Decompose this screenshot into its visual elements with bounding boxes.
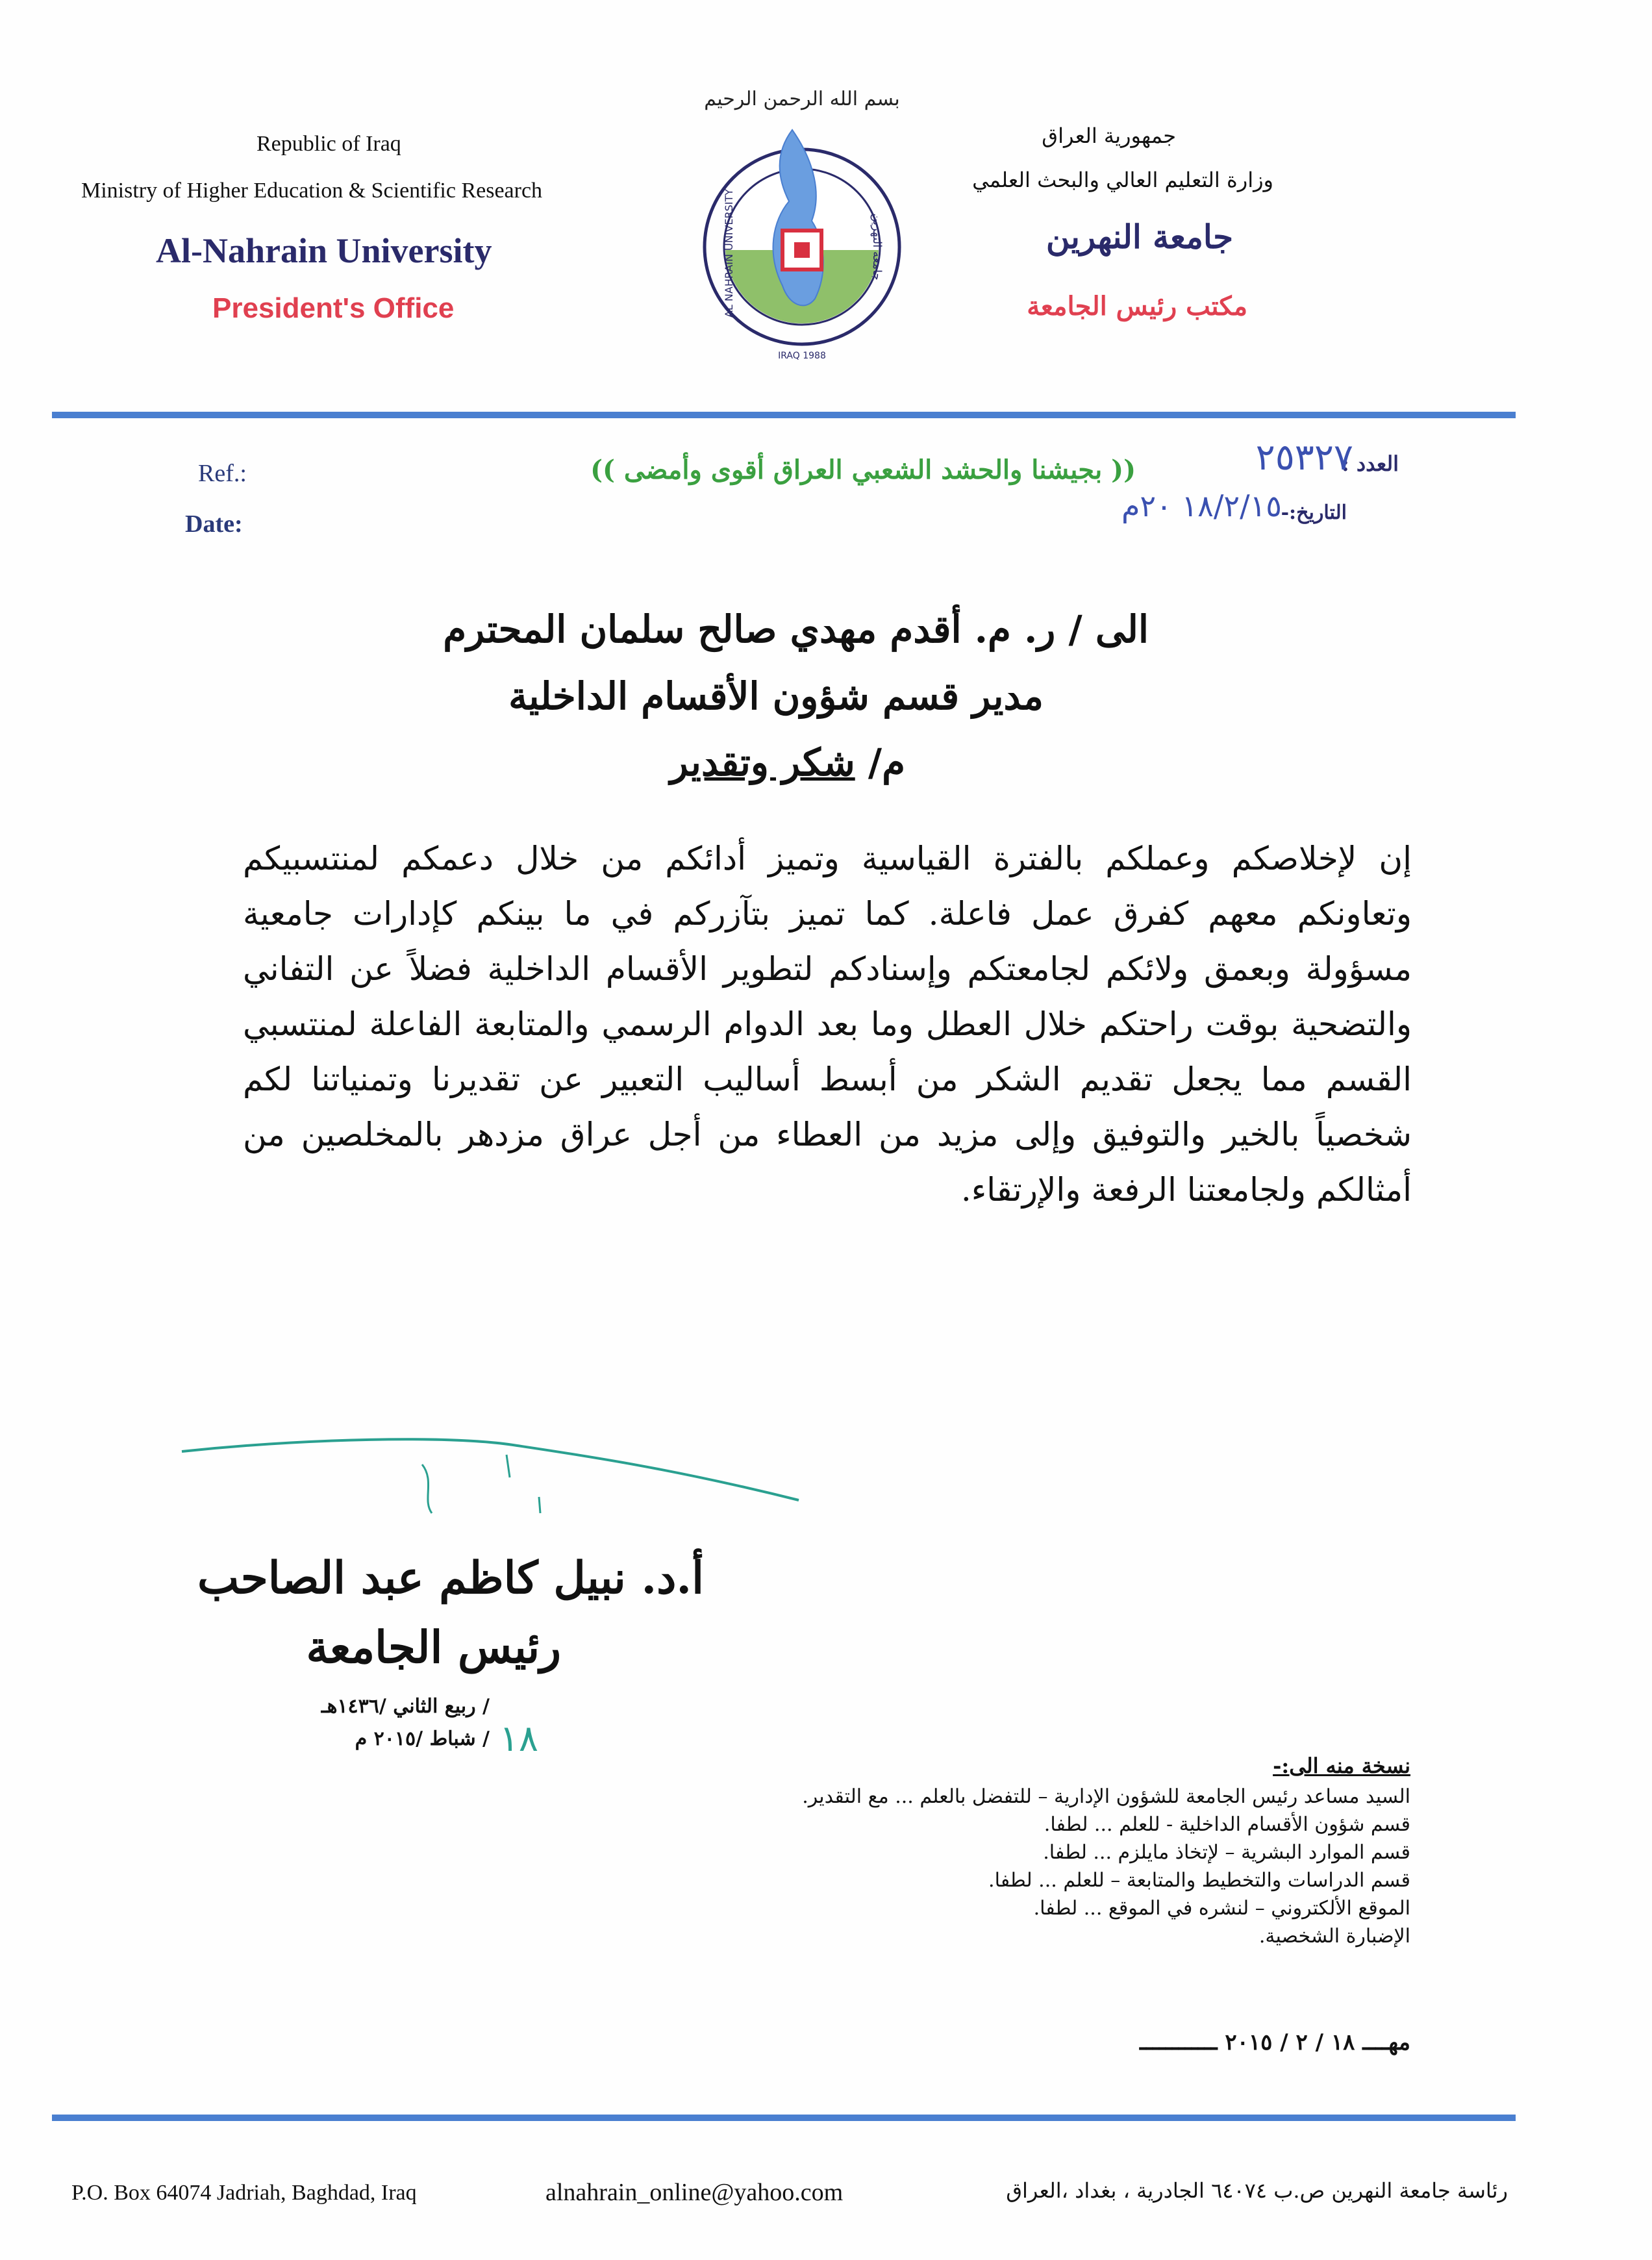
date-label-ar: التاريخ:- — [1281, 501, 1347, 524]
list-item: قسم الدراسات والتخطيط والمتابعة – للعلم ... لطفا. — [988, 1869, 1410, 1892]
hijri-date: / ربيع الثاني /١٤٣٦هـ — [321, 1695, 490, 1718]
header-country-en: Republic of Iraq — [257, 132, 401, 156]
signer-name: أ.د. نبيل كاظم عبد الصاحب — [197, 1552, 704, 1604]
ref-label: Ref.: — [198, 460, 247, 487]
subject-prefix: م/ — [868, 740, 905, 785]
emblem-ring-right: جامعة النهرين — [870, 213, 884, 281]
addressee-line: الى / ر. م. أقدم مهدي صالح سلمان المحترم — [443, 607, 1149, 651]
date-value-handwritten: ١٨/٢/١٥ ٢٠م — [1121, 488, 1282, 523]
footer-address-ar: رئاسة جامعة النهرين ص.ب ٦٤٠٧٤ الجادرية ، بغداد ،العراق — [1006, 2178, 1508, 2203]
header-divider — [52, 412, 1516, 418]
addressee-position: مدير قسم شؤون الأقسام الداخلية — [508, 674, 1044, 718]
emblem-ring-left: AL NAHRAIN UNIVERSITY — [723, 188, 735, 318]
list-item: قسم الموارد البشرية – لإتخاذ مايلزم ... لطفا. — [1043, 1841, 1410, 1864]
initials-date-line: مهــــ ١٨ / ٢ / ٢٠١٥ ــــــــــــ — [1140, 2029, 1410, 2055]
list-item: الإضبارة الشخصية. — [1258, 1925, 1410, 1948]
header-country-ar: جمهورية العراق — [1042, 123, 1176, 148]
list-item: الموقع الألكتروني – لنشره في الموقع ... لطفا. — [1033, 1897, 1410, 1920]
emblem-year: IRAQ 1988 — [778, 351, 826, 361]
subject-line — [670, 740, 905, 785]
list-item: السيد مساعد رئيس الجامعة للشؤون الإدارية – للتفضل بالعلم ... مع التقدير. — [802, 1785, 1410, 1808]
handwritten-signature — [175, 1435, 812, 1546]
basmala-text: بسم الله الرحمن الرحيم — [704, 88, 900, 110]
university-emblem-logo — [675, 78, 929, 377]
header-university-en: Al-Nahrain University — [156, 231, 492, 270]
list-item: قسم شؤون الأقسام الداخلية - للعلم ... لطفا. — [1044, 1813, 1410, 1836]
letter-body: إن لإخلاصكم وعملكم بالفترة القياسية وتميز أدائكم من خلال دعمكم لمنتسبيكم وتعاونكم معهم كفرق عمل فاعلة. كما تميز بتآزركم في ما بينكم كإدارات جامعية مسؤولة وبعمق ولائكم لجامعتكم وإسنادكم لتطوير الأقسام الداخلية فضلاً عن التفاني والتضحية بوقت راحتكم خلال العطل وما بعد الدوام الرسمي والمتابعة الفاعلة لمنتسبي القسم مما يجعل تقديم الشكر من أبسط أساليب التعبير عن تقديرنا وتمنياتنا لكم شخصياً بالخير والتوفيق وإلى مزيد من العطاء من أجل عراق مزدهر بالمخلصين من أمثالكم ولجامعتنا الرفعة والإرتقاء. — [243, 840, 1412, 1209]
footer-address-en: P.O. Box 64074 Jadriah, Baghdad, Iraq — [71, 2181, 417, 2205]
cc-list — [802, 1783, 1410, 1950]
number-label-ar: العدد : — [1341, 451, 1399, 476]
footer-email: alnahrain_online@yahoo.com — [545, 2179, 844, 2206]
slogan: (( بجيشنا والحشد الشعبي العراق أقوى وأمضى )) — [590, 455, 1136, 485]
day-handwritten: ١٨ — [499, 1718, 538, 1760]
date-label: Date: — [185, 510, 243, 538]
number-value-handwritten: ٢٥٣٢٧ — [1255, 436, 1353, 479]
cc-heading: نسخة منه الى:- — [1273, 1753, 1410, 1778]
header-ministry-en: Ministry of Higher Education & Scientific Research — [81, 179, 543, 203]
header-university-ar: جامعة النهرين — [1045, 218, 1233, 256]
header-ministry-ar: وزارة التعليم العالي والبحث العلمي — [972, 168, 1273, 192]
footer-divider — [52, 2115, 1516, 2121]
header-office-en: President's Office — [212, 292, 455, 324]
subject-text: شكر وتقدير — [670, 740, 855, 785]
gregorian-date: / شباط /٢٠١٥ م — [355, 1727, 490, 1750]
signer-title: رئيس الجامعة — [306, 1622, 561, 1674]
header-office-ar: مكتب رئيس الجامعة — [1027, 291, 1247, 321]
